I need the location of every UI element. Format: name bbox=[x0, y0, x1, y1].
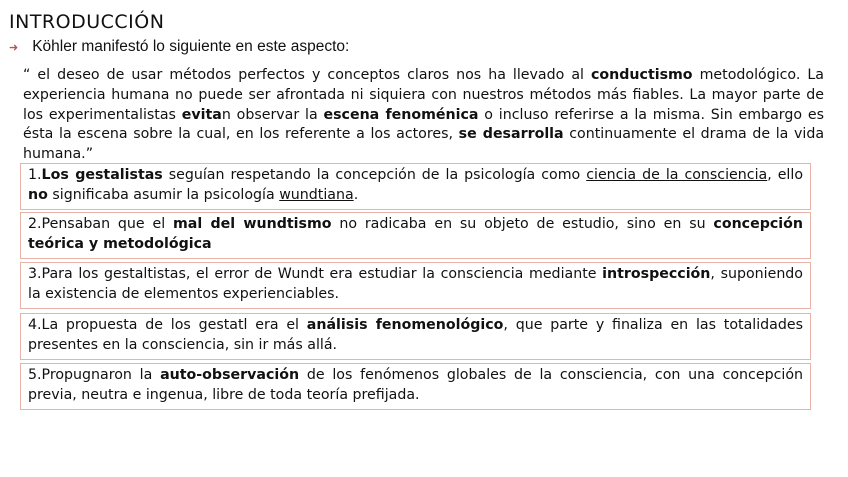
intro-bullet bbox=[9, 38, 349, 56]
point-bold: análisis fenomenológico bbox=[306, 317, 504, 333]
point-text: 4.La propuesta de los gestatl era el bbox=[28, 317, 307, 333]
point-text: 3.Para los gestaltistas, el error de Wundt era estudiar la consciencia mediante bbox=[28, 266, 603, 282]
point-box-4 bbox=[20, 313, 811, 360]
quote-bold: evita bbox=[181, 106, 222, 123]
point-text: , que parte y finaliza en las totalidades presentes en la consciencia, sin ir más allá. bbox=[28, 317, 803, 353]
point-text: seguían respetando la concepción de la psicología como bbox=[162, 167, 587, 183]
quote-text: o incluso referirse a la misma. Sin embargo es ésta la escena sobre la cual, en los referente a los actores, bbox=[23, 106, 824, 143]
point-bold: concepción teórica y metodológica bbox=[28, 216, 803, 252]
quote-text: n observar la bbox=[221, 106, 324, 123]
point-text: 2.Pensaban que el bbox=[28, 216, 173, 232]
point-box-5 bbox=[20, 363, 811, 410]
quote-bold: conductismo bbox=[591, 67, 693, 83]
point-bold: introspección bbox=[602, 266, 711, 282]
point-text: 1. bbox=[28, 167, 42, 183]
point-bold: no bbox=[28, 186, 48, 203]
point-text: no radicaba en su objeto de estudio, sino en su bbox=[331, 216, 714, 232]
point-box-1 bbox=[20, 163, 811, 210]
quote-bold: se desarrolla bbox=[458, 126, 564, 143]
quote-text: continuamente el drama de la vida humana.” bbox=[23, 126, 825, 163]
quote-bold: escena fenoménica bbox=[323, 106, 479, 123]
point-bold: mal del wundtismo bbox=[173, 216, 332, 232]
point-underlined: wundtiana bbox=[279, 186, 354, 203]
slide-title: INTRODUCCIÓN bbox=[9, 11, 165, 33]
point-text: de los fenómenos globales de la consciencia, con una concepción previa, neutra e ingenua, libre de toda teoría prefijada. bbox=[28, 367, 803, 403]
point-bold: Los gestalistas bbox=[41, 167, 163, 183]
arrow-right-icon: ➜ bbox=[9, 41, 19, 54]
point-text: , ello bbox=[767, 167, 803, 183]
point-text: 5.Propugnaron la bbox=[28, 367, 161, 383]
point-text: significaba asumir la psicología bbox=[47, 186, 280, 203]
point-text: . bbox=[353, 186, 359, 203]
kohler-quote bbox=[23, 66, 824, 165]
point-text: , suponiendo la existencia de elementos experienciables. bbox=[28, 266, 803, 302]
point-box-3 bbox=[20, 262, 811, 309]
point-underlined: ciencia de la consciencia bbox=[586, 167, 768, 183]
quote-text: “ el deseo de usar métodos perfectos y conceptos claros nos ha llevado al bbox=[23, 67, 592, 83]
quote-text: metodológico. La experiencia humana no puede ser afrontada ni siquiera con nuestros métodos más fiables. La mayor parte de los experimentalistas bbox=[23, 67, 825, 123]
point-box-2 bbox=[20, 212, 811, 259]
intro-bullet-text: Köhler manifestó lo siguiente en este aspecto: bbox=[32, 38, 350, 55]
point-bold: auto-observación bbox=[160, 367, 300, 383]
